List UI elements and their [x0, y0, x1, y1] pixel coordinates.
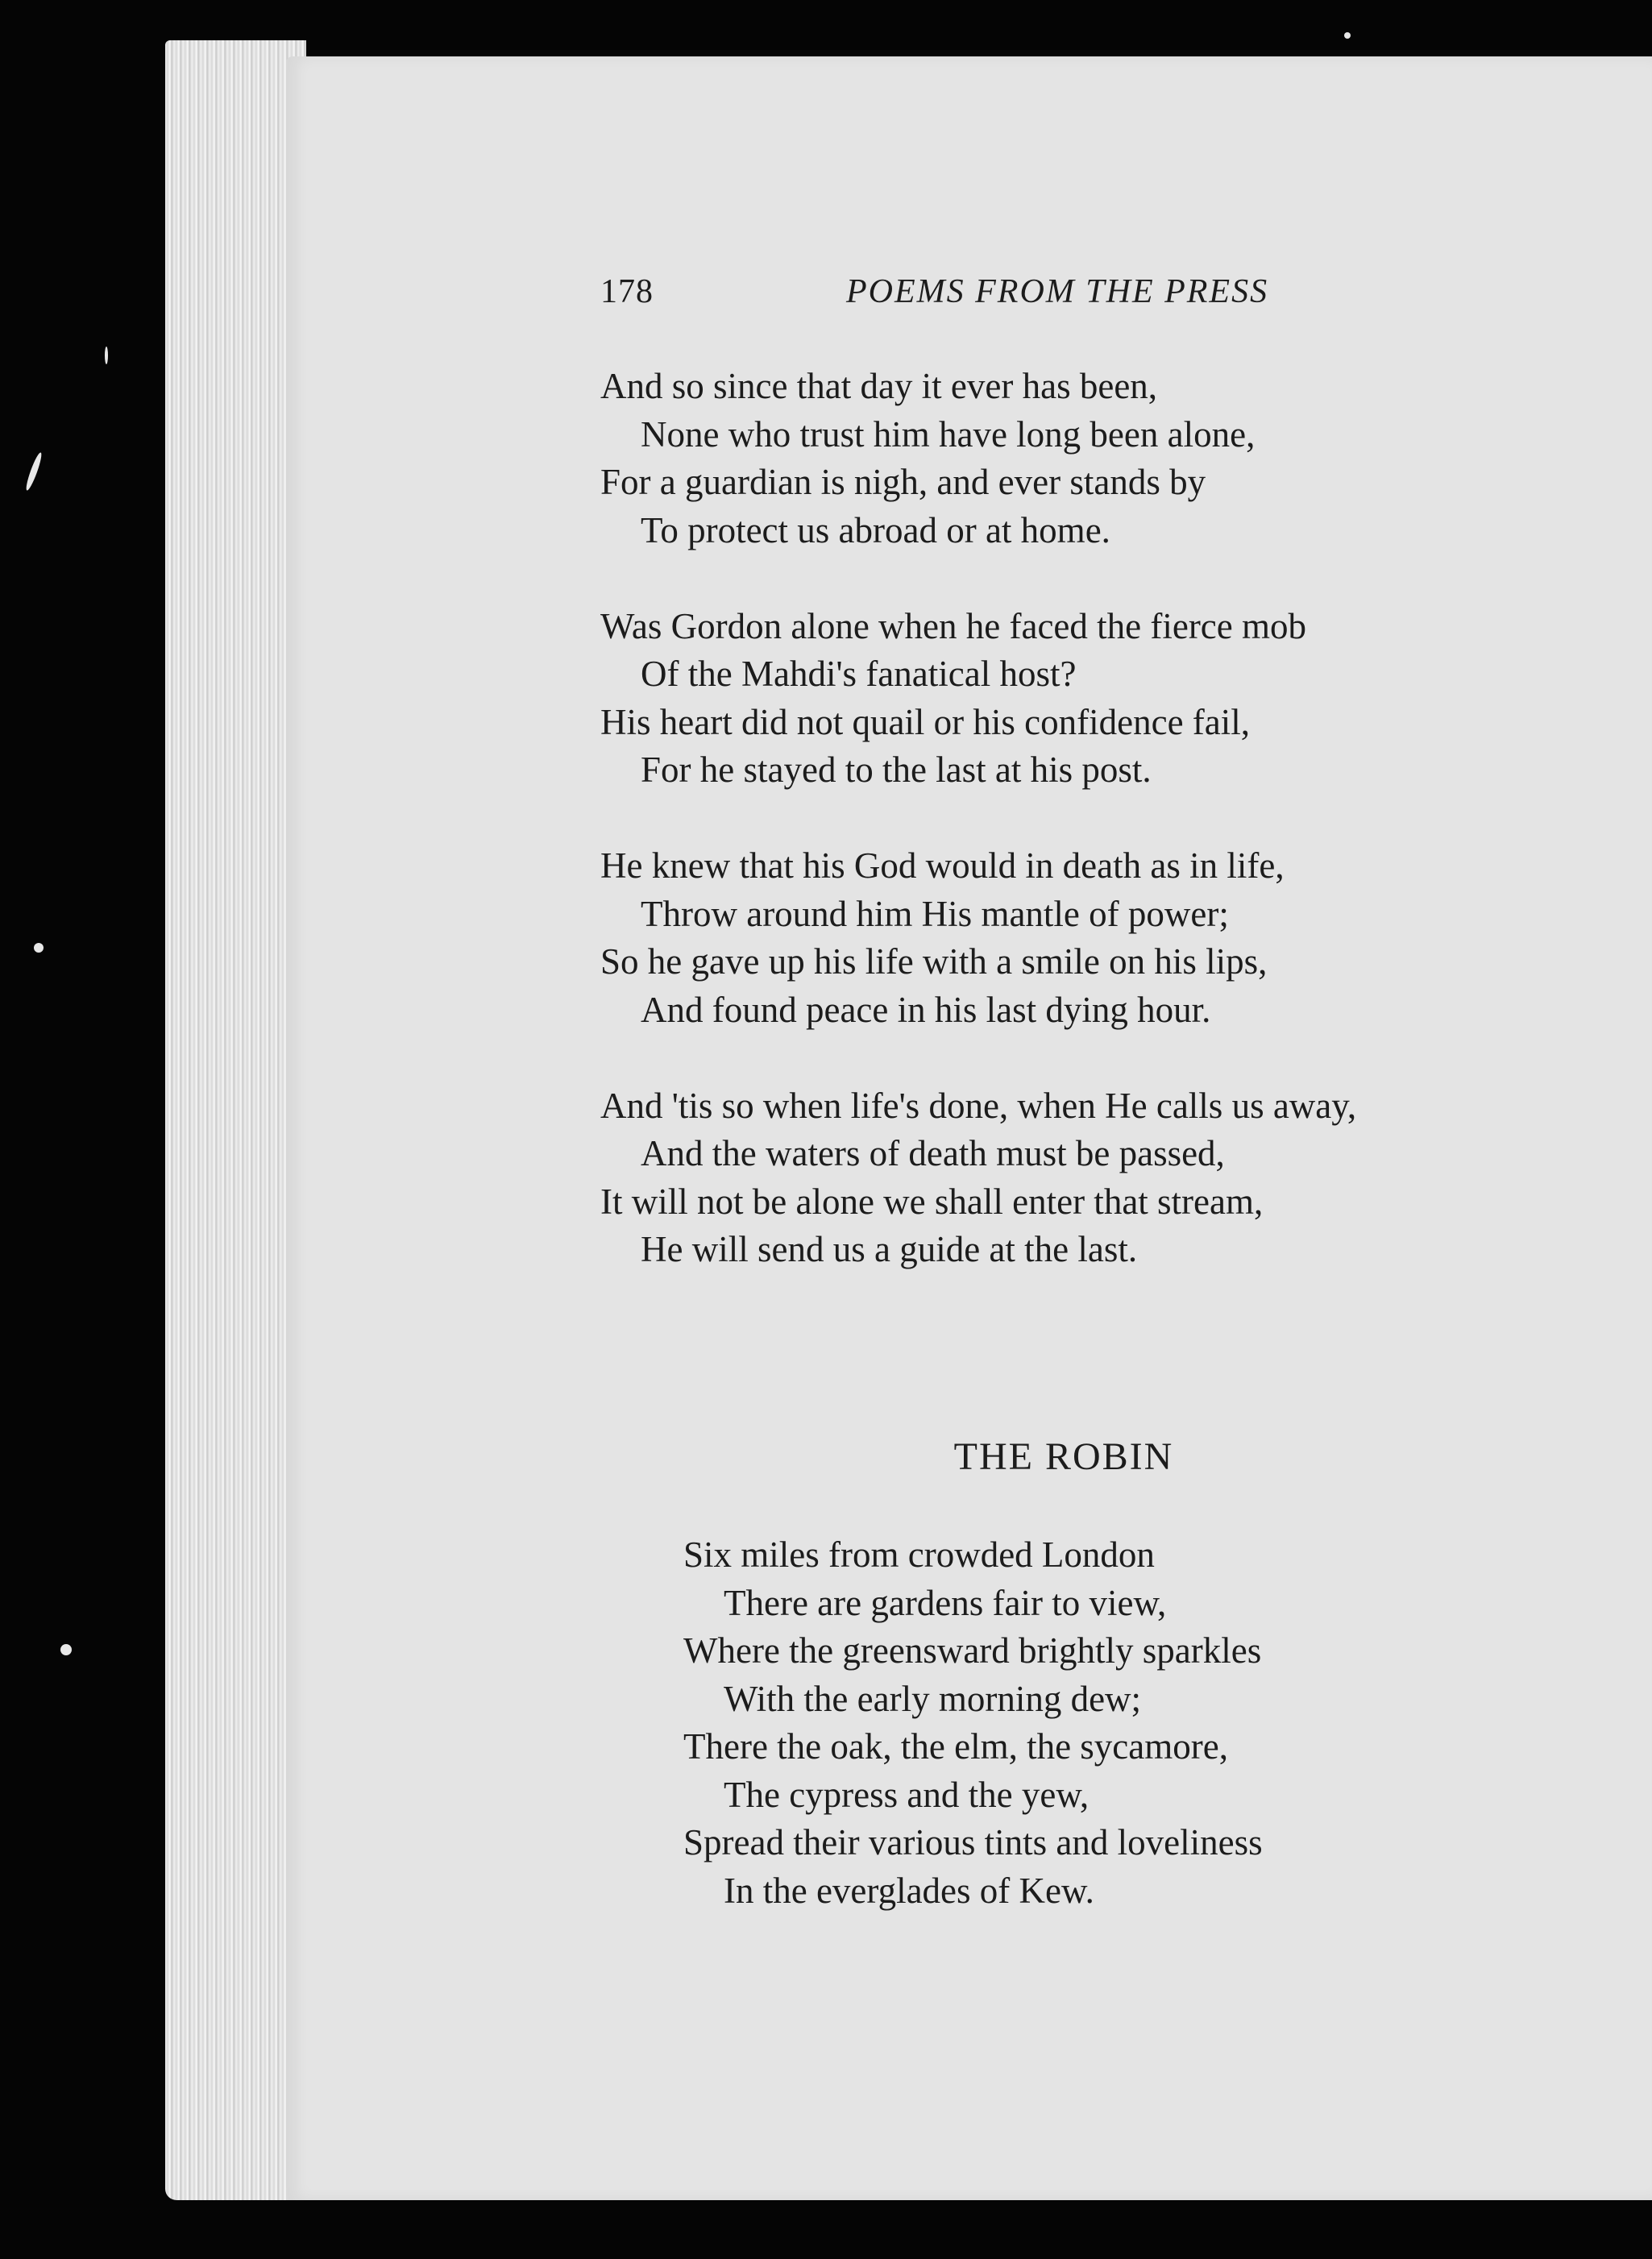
poem-line: Of the Mahdi's fanatical host? [641, 654, 1077, 694]
poem-line: He knew that his God would in death as in life, [600, 845, 1285, 886]
stanza [600, 363, 1632, 554]
poem-line: So he gave up his life with a smile on his lips, [600, 941, 1268, 982]
stanza [600, 842, 1632, 1034]
poem-line: Throw around him His mantle of power; [641, 893, 1229, 934]
dust-speck [34, 943, 44, 953]
poem-line: For a guardian is nigh, and ever stands by [600, 462, 1206, 502]
poem-line: Spread their various tints and loveliness [683, 1822, 1263, 1862]
page-number: 178 [600, 273, 654, 310]
poem-line: His heart did not quail or his confidence fail, [600, 701, 1251, 742]
stanza [600, 1082, 1632, 1274]
poem-line: To protect us abroad or at home. [641, 509, 1110, 550]
poem-line: Six miles from crowded London [683, 1534, 1155, 1575]
stanza [600, 603, 1632, 795]
poem-line: And found peace in his last dying hour. [641, 989, 1211, 1030]
poem-line: And the waters of death must be passed, [641, 1133, 1225, 1173]
dust-speck [105, 347, 108, 364]
page-edge-stack [165, 40, 306, 2200]
poem-line: For he stayed to the last at his post. [641, 750, 1152, 790]
poem-line: And so since that day it ever has been, [600, 366, 1158, 406]
poem-robin [683, 1531, 1489, 1915]
poem-line: He will send us a guide at the last. [641, 1229, 1138, 1269]
poem-line: The cypress and the yew, [724, 1774, 1090, 1815]
scan-border-bottom [0, 2204, 1652, 2259]
poem-line: It will not be alone we shall enter that stream, [600, 1181, 1264, 1222]
poem-continued [600, 363, 1632, 1322]
dust-speck [60, 1644, 72, 1655]
poem-line: In the everglades of Kew. [724, 1870, 1094, 1911]
poem-line: There the oak, the elm, the sycamore, [683, 1726, 1228, 1767]
poem-line: And 'tis so when life's done, when He calls us away, [600, 1085, 1357, 1126]
poem-line: None who trust him have long been alone, [641, 413, 1256, 455]
dust-speck [24, 451, 44, 492]
page-header [600, 272, 1487, 321]
poem-line: Where the greensward brightly sparkles [683, 1630, 1262, 1671]
poem-line: With the early morning dew; [724, 1678, 1142, 1719]
dust-speck [1344, 32, 1351, 39]
poem-title: THE ROBIN [953, 1435, 1174, 1478]
poem-line: There are gardens fair to view, [724, 1582, 1167, 1623]
running-title: POEMS FROM THE PRESS [846, 273, 1269, 310]
poem-line: Was Gordon alone when he faced the fierce mob [600, 605, 1307, 646]
